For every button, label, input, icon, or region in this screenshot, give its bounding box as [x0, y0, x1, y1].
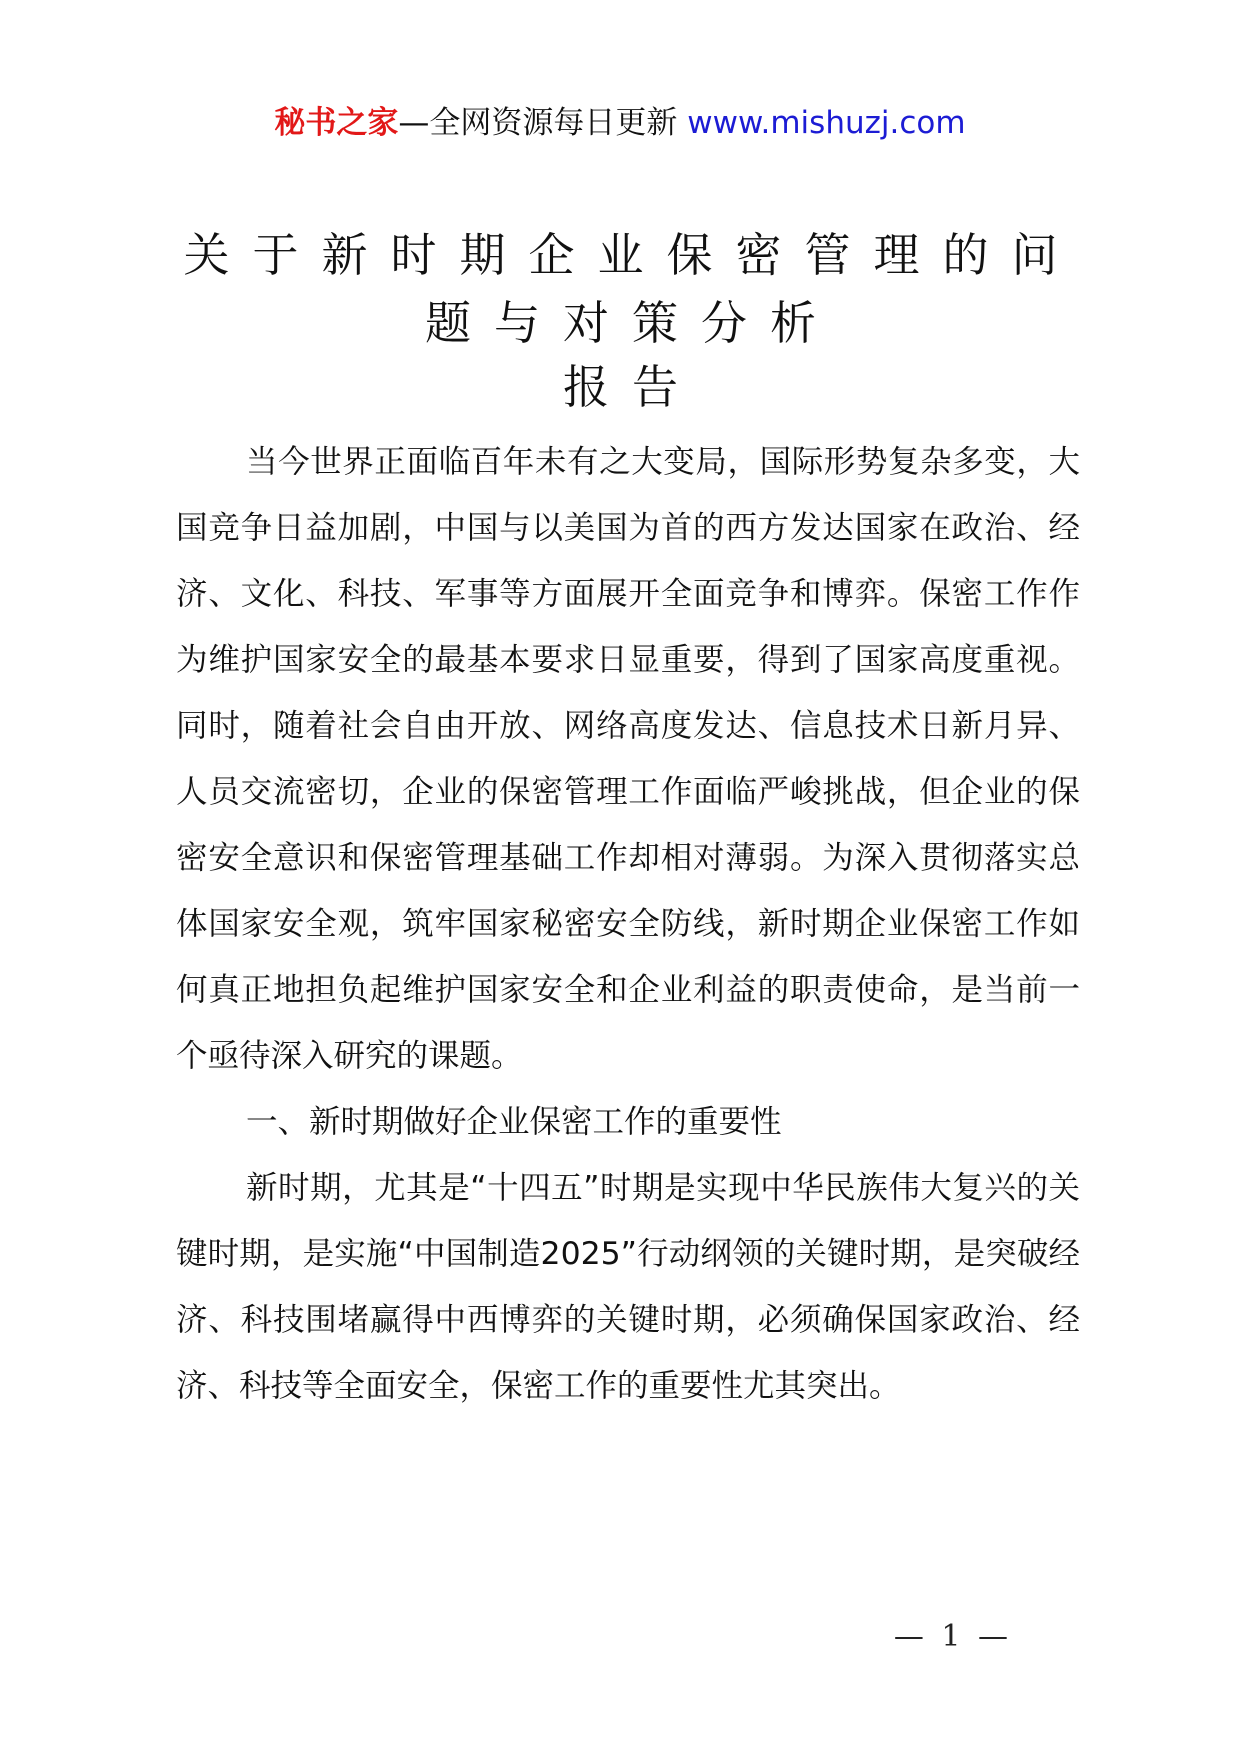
- section-heading-1: 一、新时期做好企业保密工作的重要性: [246, 1104, 782, 1140]
- body-paragraph-intro: 当今世界正面临百年未有之大变局，国际形势复杂多变，大国竞争日益加剧，中国与以美国为首的西方发达国家在政治、经济、文化、科技、军事等方面展开全面竞争和博弈。保密工作作为维护国家安全的最基本要求日显重要，得到了国家高度重视。同时，随着社会自由开放、网络高度发达、信息技术日新月异、人员交流密切，企业的保密管理工作面临严峻挑战，但企业的保密安全意识和保密管理基础工作却相对薄弱。为深入贯彻落实总体国家安全观，筑牢国家秘密安全防线，新时期企业保密工作如何真正地担负起维护国家安全和企业利益的职责使命，是当前一个亟待深入研究的课题。: [176, 444, 1080, 1074]
- site-url-link[interactable]: www.mishuzj.com: [687, 105, 966, 141]
- brand-name: 秘书之家: [274, 105, 399, 141]
- page-footer: [0, 1617, 1240, 1657]
- document-title-line-2: 题与对策分析: [425, 296, 839, 350]
- header-tagline: —全网资源每日更新: [398, 105, 688, 141]
- page-number: — 1 —: [893, 1619, 1012, 1654]
- document-title-line-3: 报告: [563, 360, 701, 414]
- site-header: [0, 100, 1240, 146]
- document-title-line-1: 关于新时期企业保密管理的问: [183, 228, 1081, 282]
- document-body: [176, 429, 1080, 1419]
- body-paragraph-2: 新时期，尤其是“十四五”时期是实现中华民族伟大复兴的关键时期，是实施“中国制造2025”行动纲领的关键时期，是突破经济、科技围堵赢得中西博弈的关键时期，必须确保国家政治、经济、科技等全面安全，保密工作的重要性尤其突出。: [176, 1170, 1080, 1404]
